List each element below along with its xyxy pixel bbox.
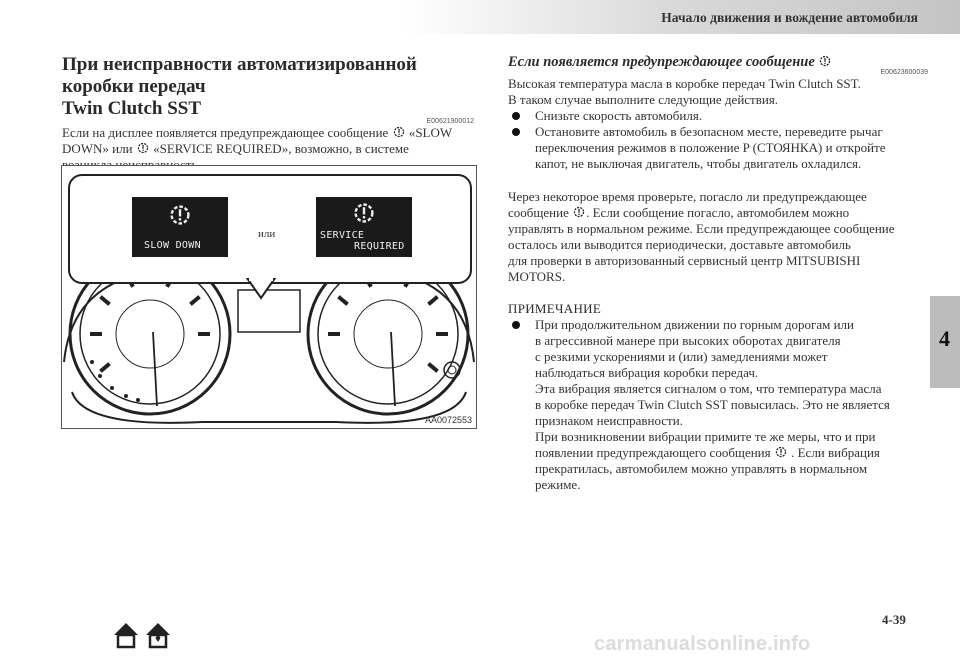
gear-warning-icon <box>352 201 376 225</box>
footer-icons <box>112 621 176 654</box>
home-icon <box>114 623 138 647</box>
section-title <box>62 54 474 120</box>
mitsubishi-home-icon <box>146 623 170 647</box>
para2-line-5: для проверки в авторизованный сервисный центр MITSUBISHI <box>508 253 861 268</box>
gear-warning-icon <box>136 141 150 155</box>
right-column <box>508 54 928 493</box>
gear-warning-icon <box>572 205 586 219</box>
lcd-required-text: REQUIRED <box>354 241 405 252</box>
note-line: При возникновении вибрации примите те же меры, что и при <box>535 429 876 444</box>
callout-pointer <box>246 278 276 300</box>
list-item <box>508 124 928 172</box>
instrument-cluster-figure <box>61 165 477 429</box>
para2-line-4: осталось или выводится периодически, доставьте автомобиль <box>508 237 851 252</box>
warning-message-callout <box>68 174 472 284</box>
note-line: признаком неисправности. <box>535 413 683 428</box>
subsection-title-text: Если появляется предупреждающее сообщение <box>508 54 815 70</box>
para-line-2b: «SERVICE REQUIRED», возможно, в системе <box>153 141 409 156</box>
left-column <box>62 54 474 173</box>
gear-warning-icon <box>168 203 192 227</box>
figure-code: AA0072553 <box>424 415 472 425</box>
list-item-line: Остановите автомобиль в безопасном месте, переведите рычаг <box>535 124 883 139</box>
para2-line-1: Через некоторое время проверьте, погасло ли предупреждающее <box>508 189 867 204</box>
section-title-line1: При неисправности автоматизированной коробки передач <box>62 54 417 97</box>
note-item <box>508 317 928 493</box>
note-line: При продолжительном движении по горным дорогам или <box>535 317 854 332</box>
list-item-line: капот, не выключая двигатель, чтобы двигатель охладился. <box>535 156 862 171</box>
list-item-line: переключения режимов в положение P (СТОЯНКА) и откройте <box>535 140 886 155</box>
watermark: carmanualsonline.info <box>594 633 811 655</box>
lcd-display-service-required <box>316 197 412 257</box>
lcd-display-slow-down <box>132 197 228 257</box>
gear-warning-icon <box>818 54 832 68</box>
intro-line-2: В таком случае выполните следующие действия. <box>508 92 779 107</box>
note-line: в коробке передач Twin Clutch SST повысилась. Это не является <box>535 397 890 412</box>
list-item <box>508 108 928 124</box>
section-code: E00621900012 <box>426 118 474 125</box>
note-line: режиме. <box>535 477 581 492</box>
note-line: . Если вибрация <box>791 445 880 460</box>
lcd-slow-down-text: SLOW DOWN <box>144 240 201 251</box>
note-line: прекратилась, автомобилем можно управлять в нормальном <box>535 461 868 476</box>
section-title-line2: Twin Clutch SST <box>62 98 202 119</box>
chapter-number: 4 <box>939 326 950 351</box>
para-line-2a: DOWN» или <box>62 141 133 156</box>
header-title: Начало движения и вождение автомобиля <box>661 10 918 25</box>
or-label: или <box>258 228 276 240</box>
para2-line-3: управлять в нормальном режиме. Если предупреждающее сообщение <box>508 221 895 236</box>
note-line: появлении предупреждающего сообщения <box>535 445 771 460</box>
para-line-1-end: «SLOW <box>408 125 453 140</box>
action-list <box>508 108 928 172</box>
para2-line-6: MOTORS. <box>508 269 566 284</box>
gear-warning-icon <box>774 445 788 459</box>
note-line: в агрессивной манере при высоких оборотах двигателя <box>535 333 841 348</box>
para2-line-2b: . Если сообщение погасло, автомобилем можно <box>586 205 850 220</box>
page-number: 4-39 <box>882 612 906 627</box>
para2-line-2a: сообщение <box>508 205 569 220</box>
note-line: с резкими ускорениями и (или) замедлениями может <box>535 349 828 364</box>
lcd-service-text: SERVICE <box>320 230 365 241</box>
note-line: наблюдаться вибрация коробки передач. <box>535 365 759 380</box>
note-heading: ПРИМЕЧАНИЕ <box>508 301 602 316</box>
para-line-1: Если на дисплее появляется предупреждающее сообщение <box>62 125 389 140</box>
gear-warning-icon <box>392 125 406 139</box>
intro-line-1: Высокая температура масла в коробке передач Twin Clutch SST. <box>508 76 861 91</box>
intro-paragraph <box>508 76 928 108</box>
subsection-code: E00623600039 <box>880 69 928 76</box>
note-list <box>508 317 928 493</box>
note-line: Эта вибрация является сигналом о том, что температура масла <box>535 381 882 396</box>
footer-nav-icons <box>112 621 176 649</box>
chapter-tab <box>930 296 960 388</box>
list-item-line: Снизьте скорость автомобиля. <box>535 108 703 123</box>
followup-paragraph <box>508 189 928 285</box>
